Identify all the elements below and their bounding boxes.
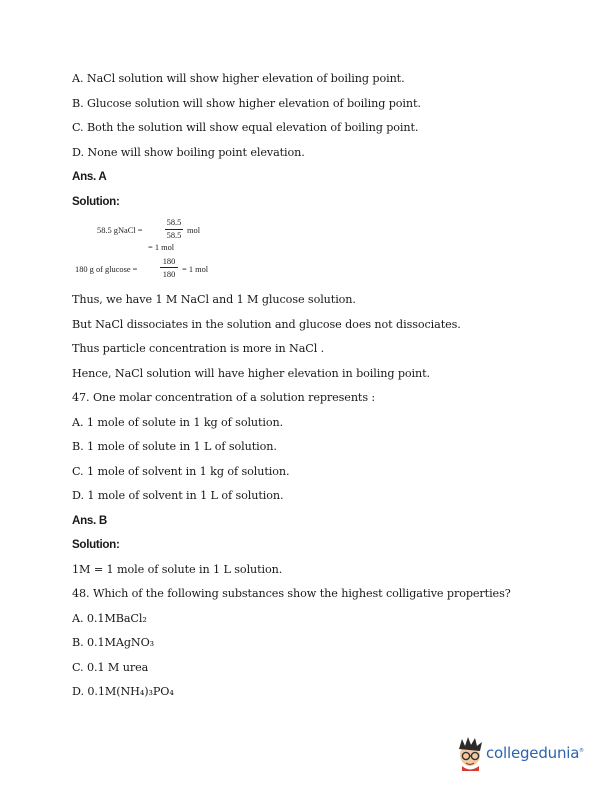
question-48-option-b: B. 0.1MAgNO₃: [72, 636, 155, 649]
question-47: 47. One molar concentration of a solution represents :: [72, 391, 376, 404]
nacl-denominator: 58.5: [166, 231, 182, 240]
answer-label-2: Ans. B: [72, 514, 107, 527]
solution-label-2: Solution:: [72, 538, 120, 551]
nacl-numerator: 58.5: [166, 218, 182, 227]
question-47-option-c: C. 1 mole of solvent in 1 kg of solution.: [72, 465, 290, 478]
nacl-fraction-bar: [165, 229, 183, 230]
option-b-glucose: B. Glucose solution will show higher elevation of boiling point.: [72, 97, 421, 110]
brand-registered-mark: ®: [579, 748, 584, 754]
nacl-lhs: 58.5 gNaCl =: [97, 226, 143, 235]
glucose-denominator: 180: [162, 270, 176, 279]
question-48-option-d: D. 0.1M(NH₄)₃PO₄: [72, 685, 174, 698]
question-47-option-b: B. 1 mole of solute in 1 L of solution.: [72, 440, 277, 453]
option-d-none: D. None will show boiling point elevation.: [72, 146, 305, 159]
text-dissociates: But NaCl dissociates in the solution and glucose does not dissociates.: [72, 318, 461, 331]
question-48: 48. Which of the following substances show the highest colligative properties?: [72, 587, 511, 600]
nacl-unit: mol: [187, 226, 201, 235]
nacl-result: = 1 mol: [148, 243, 175, 252]
question-47-option-a: A. 1 mole of solute in 1 kg of solution.: [72, 416, 284, 429]
solution-label-1: Solution:: [72, 195, 120, 208]
solution-2-text: 1M = 1 mole of solute in 1 L solution.: [72, 563, 283, 576]
glucose-numerator: 180: [162, 257, 176, 266]
answer-label-1: Ans. A: [72, 170, 107, 183]
question-47-option-d: D. 1 mole of solvent in 1 L of solution.: [72, 489, 284, 502]
text-thus: Thus, we have 1 M NaCl and 1 M glucose solution.: [72, 293, 356, 306]
question-48-option-a: A. 0.1MBaCl₂: [72, 612, 147, 625]
glucose-lhs: 180 g of glucose =: [75, 265, 138, 274]
glucose-result: = 1 mol: [182, 265, 209, 274]
glucose-fraction-bar: [160, 267, 178, 268]
text-particle-concentration: Thus particle concentration is more in NaCl .: [72, 342, 325, 355]
brand-name: collegedunia: [486, 744, 580, 762]
option-a-nacl: A. NaCl solution will show higher elevation of boiling point.: [72, 72, 405, 85]
question-48-option-c: C. 0.1 M urea: [72, 661, 149, 674]
option-c-equal: C. Both the solution will show equal elevation of boiling point.: [72, 121, 419, 134]
text-hence: Hence, NaCl solution will have higher elevation in boiling point.: [72, 367, 430, 380]
